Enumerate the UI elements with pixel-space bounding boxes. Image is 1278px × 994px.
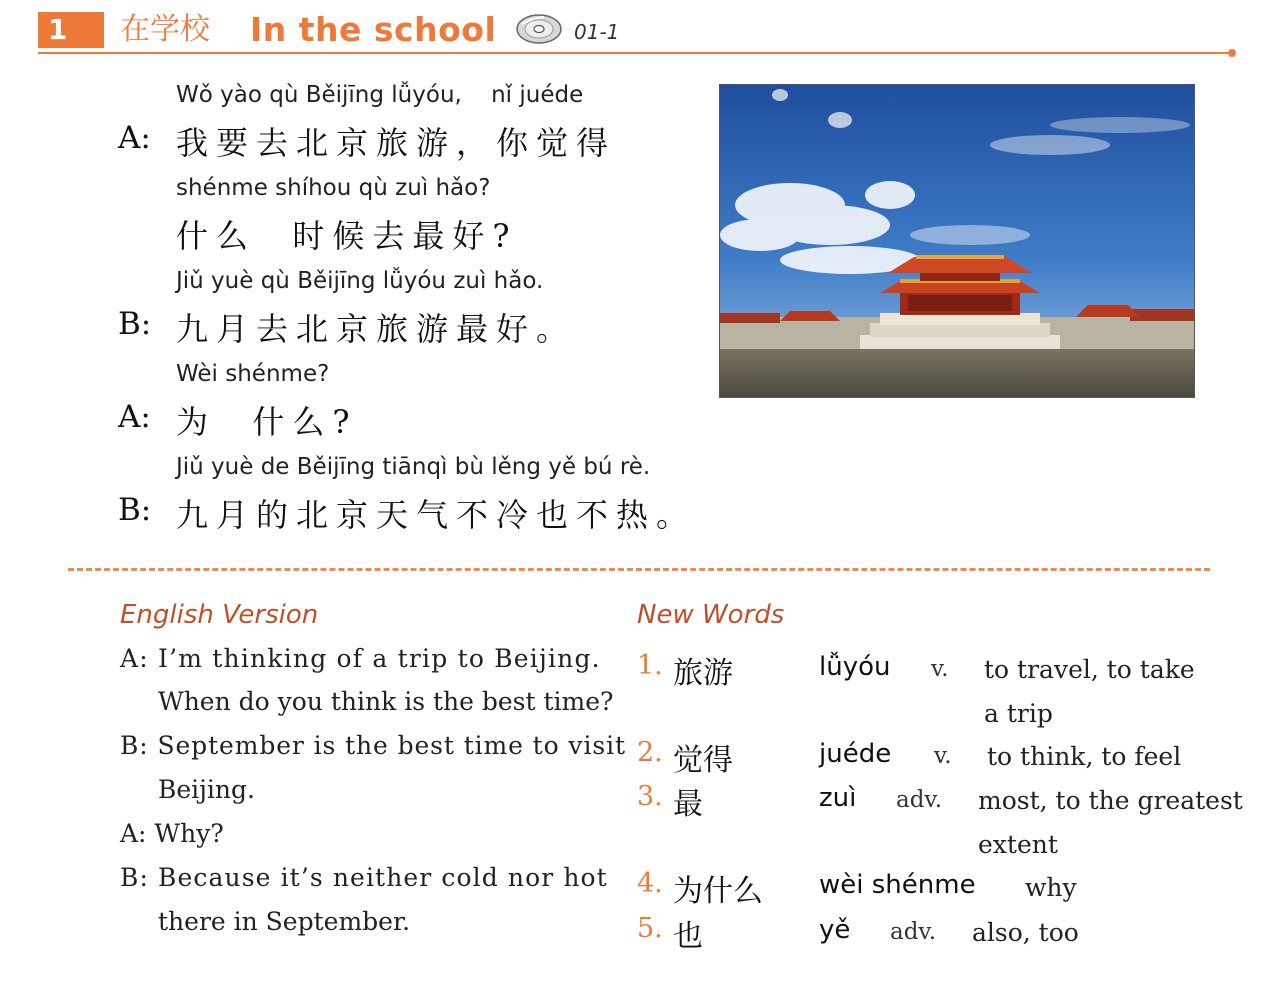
vocab-item <box>637 650 1237 728</box>
vocab-pinyin: juéde <box>819 739 892 769</box>
vocab-item <box>637 913 1237 957</box>
dialogue-speaker: A: <box>118 399 151 435</box>
dialogue-pinyin: Jiǔ yuè qù Běijīng lǚyóu zuì hǎo. <box>176 268 544 294</box>
lesson-title-english: In the school <box>250 10 497 49</box>
vocab-number: 4. <box>637 868 663 899</box>
vocab-pinyin: yě <box>819 915 851 945</box>
vocab-part-of-speech: v. <box>931 656 949 682</box>
dialogue-speaker: B: <box>118 492 152 528</box>
vocab-pinyin: lǚyóu <box>819 652 891 682</box>
vocab-item <box>637 868 1237 912</box>
vocab-definition: also, too <box>972 918 1079 947</box>
vocab-definition: to think, to feel <box>987 742 1182 771</box>
vocab-number: 5. <box>637 913 663 944</box>
vocab-number: 1. <box>637 650 663 681</box>
dialogue-pinyin: Wèi shénme? <box>176 361 330 387</box>
dialogue-hanzi: 九月去北京旅游最好。 <box>176 310 577 348</box>
dialogue-line <box>118 355 718 448</box>
cd-icon <box>514 12 564 46</box>
new-words-heading: New Words <box>637 600 785 630</box>
vocab-definition-continued: a trip <box>984 699 1053 728</box>
vocab-word: 为什么 <box>673 874 763 909</box>
dialogue-speaker: A: <box>118 120 151 156</box>
dialogue-line <box>118 448 718 541</box>
english-line: Beijing. <box>158 775 255 804</box>
dialogue <box>118 76 718 541</box>
dialogue-line <box>118 76 718 169</box>
english-line: B: Because it’s neither cold nor hot <box>120 863 608 892</box>
header-rule <box>38 52 1232 54</box>
vocab-item <box>637 781 1243 859</box>
dialogue-pinyin: shénme shíhou qù zuì hǎo? <box>176 175 491 201</box>
english-version-heading: English Version <box>120 600 319 630</box>
dialogue-hanzi: 什么 时候去最好? <box>176 217 518 255</box>
dialogue-hanzi: 我要去北京旅游，你觉得 <box>176 124 617 162</box>
dialogue-hanzi: 为 什么? <box>176 403 358 441</box>
english-line: A: Why? <box>120 819 224 848</box>
vocab-word: 旅游 <box>673 656 733 691</box>
vocab-number: 2. <box>637 737 663 768</box>
vocab-pinyin: wèi shénme <box>819 870 976 900</box>
lesson-title-chinese: 在学校 <box>120 12 210 47</box>
vocab-definition-continued: extent <box>978 830 1058 859</box>
dialogue-line <box>118 262 718 355</box>
vocab-part-of-speech: adv. <box>890 919 937 945</box>
dialogue-hanzi: 九月的北京天气不冷也不热。 <box>176 496 697 534</box>
lesson-header <box>38 10 1238 54</box>
vocab-definition: most, to the greatest <box>978 786 1243 815</box>
forbidden-city-photo <box>719 84 1195 398</box>
section-divider <box>68 568 1210 571</box>
vocab-number: 3. <box>637 781 663 812</box>
dialogue-speaker: B: <box>118 306 152 342</box>
vocab-definition: why <box>1025 873 1077 902</box>
dialogue-pinyin: Jiǔ yuè de Běijīng tiānqì bù lěng yě bú rè. <box>176 454 651 480</box>
vocab-item <box>637 737 1237 781</box>
vocab-word: 也 <box>673 919 703 954</box>
english-line: When do you think is the best time? <box>158 687 614 716</box>
english-line: B: September is the best time to visit <box>120 731 626 760</box>
vocab-part-of-speech: adv. <box>896 787 943 813</box>
vocab-word: 最 <box>673 787 703 822</box>
audio-track-number: 01-1 <box>574 20 620 44</box>
vocab-definition: to travel, to take <box>984 655 1195 684</box>
header-rule-dot <box>1228 49 1236 57</box>
vocab-part-of-speech: v. <box>934 743 952 769</box>
dialogue-line <box>118 169 718 262</box>
vocab-pinyin: zuì <box>819 783 857 813</box>
lesson-number: 1 <box>38 12 104 48</box>
dialogue-pinyin: Wǒ yào qù Běijīng lǚyóu, nǐ juéde <box>176 82 584 108</box>
vocab-word: 觉得 <box>673 743 733 778</box>
english-line: A: I’m thinking of a trip to Beijing. <box>120 644 601 673</box>
english-line: there in September. <box>158 907 411 936</box>
